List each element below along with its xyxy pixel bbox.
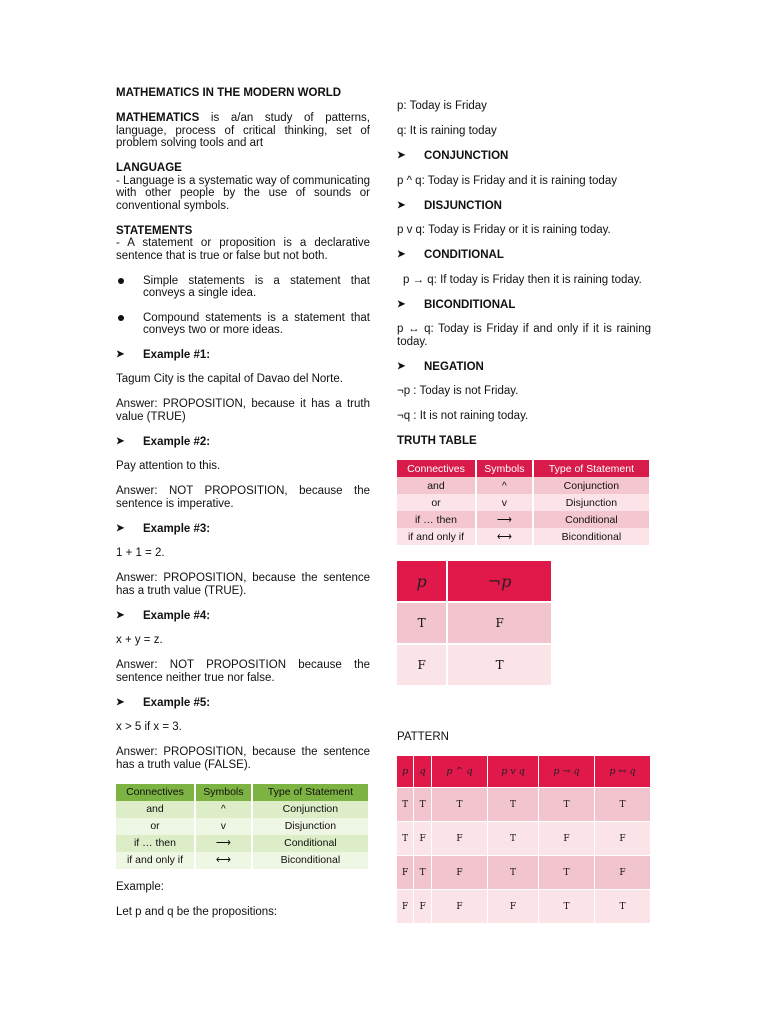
table-cell: and bbox=[397, 477, 476, 494]
table-cell: T bbox=[488, 856, 539, 890]
section-heading-text: BICONDITIONAL bbox=[424, 298, 516, 311]
biconditional-example: p ↔ q: Today is Friday if and only if it is raining today. bbox=[397, 323, 651, 348]
table-row bbox=[397, 477, 650, 494]
pattern-heading: PATTERN bbox=[397, 731, 449, 743]
table-cell: F bbox=[594, 856, 650, 890]
table-cell: T bbox=[594, 890, 650, 924]
example-3-label bbox=[116, 523, 370, 535]
table-row bbox=[397, 528, 650, 545]
p-definition: p: Today is Friday bbox=[397, 100, 487, 112]
example-4-answer: Answer: NOT PROPOSITION because the sentence neither true nor false. bbox=[116, 659, 370, 684]
table-header: p bbox=[397, 756, 414, 788]
table-row bbox=[397, 511, 650, 528]
example-2-answer: Answer: NOT PROPOSITION, because the sentence is imperative. bbox=[116, 485, 370, 510]
table-row bbox=[397, 890, 651, 924]
left-column bbox=[116, 87, 370, 931]
table-header: ¬p bbox=[447, 561, 552, 602]
table-cell: F bbox=[397, 890, 414, 924]
table-cell: Disjunction bbox=[252, 818, 369, 835]
arrowhead-icon: ➤ bbox=[397, 360, 406, 372]
table-header: Connectives bbox=[397, 460, 476, 477]
table-header: Symbols bbox=[195, 784, 252, 801]
disjunction-heading bbox=[397, 200, 651, 212]
table-cell: if … then bbox=[116, 835, 195, 852]
table-cell: if and only if bbox=[397, 528, 476, 545]
section-heading-text: NEGATION bbox=[424, 360, 484, 373]
table-cell: F bbox=[447, 602, 552, 644]
table-cell: F bbox=[432, 856, 488, 890]
example-2-label bbox=[116, 436, 370, 448]
table-header: Symbols bbox=[476, 460, 533, 477]
biconditional-heading bbox=[397, 299, 651, 311]
table-cell: F bbox=[594, 822, 650, 856]
arrowhead-icon: ➤ bbox=[116, 522, 125, 534]
table-cell: Conditional bbox=[252, 835, 369, 852]
table-cell: T bbox=[414, 788, 432, 822]
let-propositions: Let p and q be the propositions: bbox=[116, 905, 278, 918]
table-cell: T bbox=[397, 822, 414, 856]
example-label: Example: bbox=[116, 880, 164, 893]
arrowhead-icon: ➤ bbox=[116, 696, 125, 708]
table-cell: T bbox=[594, 788, 650, 822]
example-3-text: 1 + 1 = 2. bbox=[116, 547, 165, 559]
table-cell: F bbox=[432, 822, 488, 856]
table-row bbox=[116, 835, 369, 852]
arrowhead-icon: ➤ bbox=[397, 199, 406, 211]
table-row bbox=[116, 801, 369, 818]
table-cell: ⟷ bbox=[195, 852, 252, 869]
table-cell: F bbox=[432, 890, 488, 924]
table-cell: if … then bbox=[397, 511, 476, 528]
example-label-text: Example #4: bbox=[143, 609, 211, 622]
table-cell: or bbox=[397, 494, 476, 511]
table-cell: T bbox=[488, 788, 539, 822]
table-cell: T bbox=[397, 602, 447, 644]
bullet-dot-icon bbox=[118, 278, 124, 284]
table-cell: F bbox=[414, 890, 432, 924]
example-4-label bbox=[116, 610, 370, 622]
right-column bbox=[397, 100, 651, 924]
example-2-text: Pay attention to this. bbox=[116, 460, 221, 472]
arrowhead-icon: ➤ bbox=[397, 249, 406, 260]
negation-heading bbox=[397, 361, 651, 373]
table-cell: T bbox=[488, 822, 539, 856]
table-cell: ⟷ bbox=[476, 528, 533, 545]
arrowhead-icon: ➤ bbox=[116, 609, 125, 621]
table-cell: F bbox=[414, 822, 432, 856]
table-cell: ⟶ bbox=[476, 511, 533, 528]
connectives-table-pink bbox=[397, 460, 651, 545]
table-cell: Conjunction bbox=[252, 801, 369, 818]
example-1-label bbox=[116, 349, 370, 361]
conditional-heading bbox=[397, 249, 651, 261]
table-cell: T bbox=[414, 856, 432, 890]
table-cell: v bbox=[195, 818, 252, 835]
table-cell: or bbox=[116, 818, 195, 835]
arrowhead-icon: ➤ bbox=[397, 150, 406, 161]
table-cell: T bbox=[397, 788, 414, 822]
table-cell: ⟶ bbox=[195, 835, 252, 852]
table-cell: if and only if bbox=[116, 852, 195, 869]
table-cell: F bbox=[397, 644, 447, 686]
table-header: Type of Statement bbox=[252, 784, 369, 801]
statements-heading: STATEMENTS bbox=[116, 224, 193, 237]
page-title: MATHEMATICS IN THE MODERN WORLD bbox=[116, 87, 342, 99]
section-heading-text: DISJUNCTION bbox=[424, 199, 502, 212]
language-heading: LANGUAGE bbox=[116, 162, 182, 174]
conjunction-example: p ^ q: Today is Friday and it is raining today bbox=[397, 174, 617, 187]
table-cell: Conditional bbox=[533, 511, 650, 528]
conjunction-heading bbox=[397, 150, 651, 162]
example-4-text: x + y = z. bbox=[116, 634, 163, 646]
table-cell: T bbox=[432, 788, 488, 822]
pattern-truth-table bbox=[397, 756, 651, 924]
conditional-example: p → q: If today is Friday then it is raining today. bbox=[403, 273, 642, 286]
negation-truth-table bbox=[397, 561, 553, 687]
table-cell: Conjunction bbox=[533, 477, 650, 494]
table-header: q bbox=[414, 756, 432, 788]
arrowhead-icon: ➤ bbox=[397, 298, 406, 310]
table-cell: and bbox=[116, 801, 195, 818]
table-cell: T bbox=[539, 856, 595, 890]
table-header: p → q bbox=[539, 756, 595, 788]
table-cell: Biconditional bbox=[252, 852, 369, 869]
example-5-text: x > 5 if x = 3. bbox=[116, 721, 182, 733]
table-row bbox=[397, 494, 650, 511]
table-header: p ^ q bbox=[432, 756, 488, 788]
table-row bbox=[397, 602, 552, 644]
arrowhead-icon: ➤ bbox=[116, 435, 125, 447]
table-header: p v q bbox=[488, 756, 539, 788]
q-definition: q: It is raining today bbox=[397, 125, 497, 137]
table-cell: Disjunction bbox=[533, 494, 650, 511]
table-row bbox=[397, 788, 651, 822]
table-cell: F bbox=[488, 890, 539, 924]
mathematics-definition bbox=[116, 112, 370, 150]
section-heading-text: CONJUNCTION bbox=[424, 150, 509, 162]
table-cell: ^ bbox=[476, 477, 533, 494]
table-cell: F bbox=[539, 822, 595, 856]
table-header: p bbox=[397, 561, 447, 602]
bullet-text: Compound statements is a statement that conveys two or more ideas. bbox=[143, 311, 370, 336]
table-header: Type of Statement bbox=[533, 460, 650, 477]
example-5-label bbox=[116, 697, 370, 709]
bullet-dot-icon bbox=[118, 315, 124, 321]
example-label-text: Example #3: bbox=[143, 522, 211, 535]
negation-p: ¬p : Today is not Friday. bbox=[397, 385, 519, 397]
table-row bbox=[116, 818, 369, 835]
negation-q: ¬q : It is not raining today. bbox=[397, 410, 529, 422]
table-cell: Biconditional bbox=[533, 528, 650, 545]
example-3-answer: Answer: PROPOSITION, because the sentence has a truth value (TRUE). bbox=[116, 572, 370, 597]
bullet-text: Simple statements is a statement that conveys a single idea. bbox=[143, 274, 370, 299]
table-header: Connectives bbox=[116, 784, 195, 801]
example-5-answer: Answer: PROPOSITION, because the sentence has a truth value (FALSE). bbox=[116, 746, 370, 771]
arrowhead-icon: ➤ bbox=[116, 348, 125, 360]
table-row bbox=[116, 852, 369, 869]
disjunction-example: p v q: Today is Friday or it is raining today. bbox=[397, 224, 611, 236]
table-cell: T bbox=[447, 644, 552, 686]
table-row bbox=[397, 856, 651, 890]
example-1-text: Tagum City is the capital of Davao del Norte. bbox=[116, 373, 343, 385]
table-cell: v bbox=[476, 494, 533, 511]
statements-definition: - A statement or proposition is a declarative sentence that is true or false but not both. bbox=[116, 237, 370, 262]
connectives-table-green bbox=[116, 784, 370, 869]
table-row bbox=[397, 822, 651, 856]
mathematics-term: MATHEMATICS bbox=[116, 112, 200, 124]
example-label-text: Example #2: bbox=[143, 435, 211, 448]
table-cell: ^ bbox=[195, 801, 252, 818]
table-cell: T bbox=[539, 788, 595, 822]
table-header: p ↔ q bbox=[594, 756, 650, 788]
example-1-answer: Answer: PROPOSITION, because it has a truth value (TRUE) bbox=[116, 398, 370, 423]
section-heading-text: CONDITIONAL bbox=[424, 249, 504, 261]
table-cell: F bbox=[397, 856, 414, 890]
table-cell: T bbox=[539, 890, 595, 924]
example-label-text: Example #1: bbox=[143, 348, 211, 361]
mathematics-def-text: is a/an study of patterns, language, process of critical thinking, set of problem solving tools and art bbox=[116, 112, 370, 149]
table-row bbox=[397, 644, 552, 686]
bullet-simple bbox=[116, 275, 370, 300]
bullet-compound bbox=[116, 312, 370, 337]
example-label-text: Example #5: bbox=[143, 696, 211, 709]
language-definition: - Language is a systematic way of communicating with other people by the use of sounds or conventional symbols. bbox=[116, 174, 370, 212]
truth-table-heading: TRUTH TABLE bbox=[397, 435, 477, 447]
